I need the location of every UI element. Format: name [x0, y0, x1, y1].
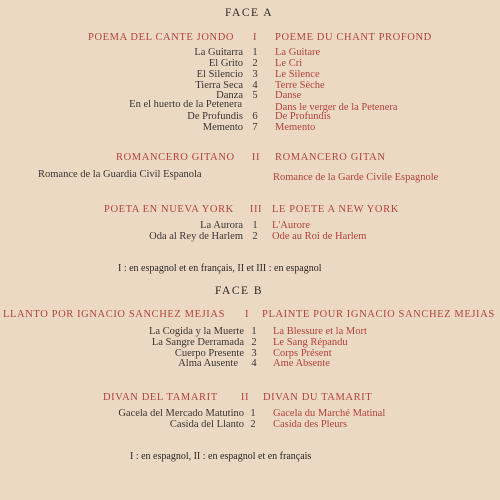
- track-num: 7: [252, 122, 258, 133]
- section-a2-numeral: II: [251, 152, 261, 163]
- section-b2-title-fr: DIVAN DU TAMARIT: [263, 392, 373, 403]
- track-es: El Silencio: [196, 69, 243, 80]
- track-es: Casida del Llanto: [169, 419, 244, 430]
- track-fr: Le Silence: [275, 69, 320, 80]
- track-num: 3: [251, 348, 257, 359]
- track-fr: Danse: [275, 90, 302, 101]
- section-b1-title-es: LLANTO POR IGNACIO SANCHEZ MEJIAS: [3, 309, 226, 320]
- section-b1-numeral: I: [244, 309, 250, 320]
- track-num: 3: [252, 69, 258, 80]
- track-fr: Casida des Pleurs: [273, 419, 348, 430]
- section-b2-title-es: DIVAN DEL TAMARIT: [103, 392, 218, 403]
- track-es: En el huerto de la Petenera: [129, 99, 242, 110]
- track-fr: Le Sang Répandu: [273, 337, 348, 348]
- track-fr: La Guitare: [275, 47, 321, 58]
- track-num: 2: [252, 231, 258, 242]
- track-num: 2: [252, 58, 258, 69]
- track-es: La Sangre Derramada: [151, 337, 244, 348]
- section-b1-title-fr: PLAINTE POUR IGNACIO SANCHEZ MEJIAS: [262, 309, 495, 320]
- section-b2-numeral: II: [240, 392, 250, 403]
- face-a-title: FACE A: [225, 7, 274, 19]
- track-es: Memento: [202, 122, 243, 133]
- track-num: 1: [252, 47, 258, 58]
- track-es: El Grito: [208, 58, 243, 69]
- track-num: 2: [250, 419, 256, 430]
- track-fr: Ode au Roi de Harlem: [272, 231, 367, 242]
- track-fr: Terre Sèche: [275, 80, 325, 91]
- track-fr: Memento: [275, 122, 316, 133]
- section-a2-title-es: ROMANCERO GITANO: [116, 152, 235, 163]
- track-es: La Cogida y la Muerte: [148, 326, 244, 337]
- track-num: 4: [252, 80, 258, 91]
- face-b-language-note: I : en espagnol, II : en espagnol et en français: [130, 451, 312, 462]
- track-num: 1: [252, 220, 258, 231]
- track-num: 5: [252, 90, 258, 101]
- track-fr: Le Cri: [275, 58, 303, 69]
- section-a1-numeral: I: [252, 32, 258, 43]
- track-fr: La Blessure et la Mort: [273, 326, 367, 337]
- track-fr: Dans le verger de la Petenera: [275, 102, 398, 113]
- track-num: 1: [250, 408, 256, 419]
- face-b-title: FACE B: [215, 285, 264, 297]
- track-es: Gacela del Mercado Matutino: [118, 408, 244, 419]
- track-num: 2: [251, 337, 257, 348]
- track-fr: De Profundis: [275, 111, 331, 122]
- track-es: La Guitarra: [194, 47, 243, 58]
- section-a2-title-fr: ROMANCERO GITAN: [275, 152, 386, 163]
- track-num: 1: [251, 326, 257, 337]
- track-es: Tierra Seca: [195, 80, 243, 91]
- track-es: Alma Ausente: [178, 358, 238, 369]
- section-a3-numeral: III: [249, 204, 263, 215]
- track-fr: Romance de la Garde Civile Espagnole: [273, 172, 439, 183]
- track-es: La Aurora: [200, 220, 243, 231]
- track-es: Oda al Rey de Harlem: [149, 231, 243, 242]
- track-es: Danza: [216, 90, 243, 101]
- track-es: De Profundis: [187, 111, 243, 122]
- track-fr: Gacela du Marché Matinal: [273, 408, 386, 419]
- track-fr: L'Aurore: [272, 220, 311, 231]
- track-fr: Ame Absente: [273, 358, 330, 369]
- track-num: 6: [252, 111, 258, 122]
- section-a3-title-es: POETA EN NUEVA YORK: [104, 204, 234, 215]
- section-a1-title-fr: POEME DU CHANT PROFOND: [275, 32, 432, 43]
- track-es: Romance de la Guardia Civil Espanola: [38, 169, 202, 180]
- section-a1-title-es: POEMA DEL CANTE JONDO: [88, 32, 235, 43]
- track-num: 4: [251, 358, 257, 369]
- section-a3-title-fr: LE POETE A NEW YORK: [272, 204, 399, 215]
- track-fr: Corps Présent: [273, 348, 332, 359]
- face-a-language-note: I : en espagnol et en français, II et III : en espagnol: [118, 263, 322, 274]
- track-es: Cuerpo Presente: [174, 348, 244, 359]
